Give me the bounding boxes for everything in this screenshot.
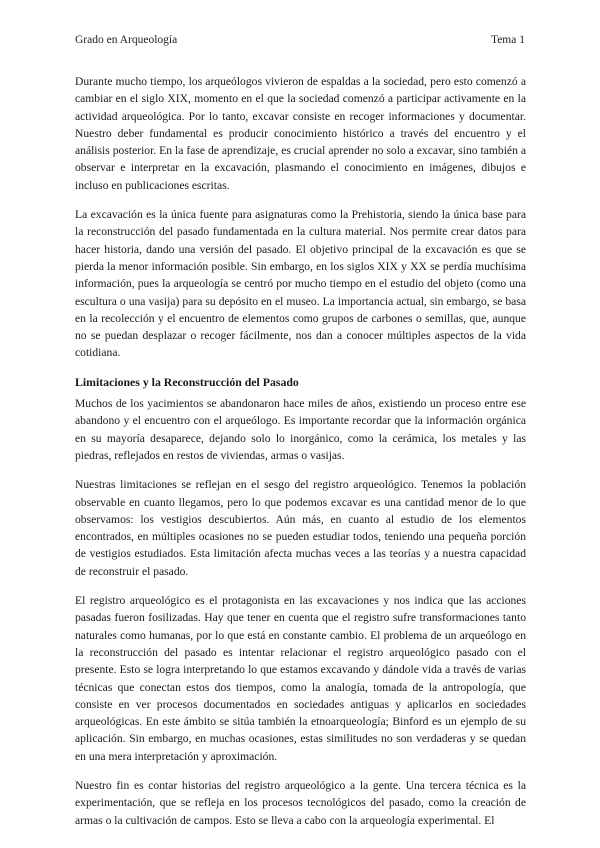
header-course-title: Grado en Arqueología bbox=[75, 34, 178, 46]
section-heading: Limitaciones y la Reconstrucción del Pasado bbox=[75, 374, 299, 389]
body-paragraph: Muchos de los yacimientos se abandonaron hace miles de años, existiendo un proceso entre ese abandono y el encuentro con el arqueólogo. Es importante recordar que la información orgánica en su mayoría desaparece, dejando solo lo inorgánico, como la cerámica, los metales y las piedras, reflejados en restos de viviendas, armas o vasijas. bbox=[75, 397, 526, 462]
header-topic-number: Tema 1 bbox=[490, 34, 525, 46]
page-header bbox=[75, 34, 525, 46]
body-paragraph: El registro arqueológico es el protagonista en las excavaciones y nos indica que las acciones pasadas fueron fosilizadas. Hay que tener en cuenta que el registro sufre transformaciones tanto naturales como humanas, por lo que está en constante cambio. El problema de un arqueólogo en la reconstrucción del pasado es intentar relacionar el registro arqueológico pasado con el presente. Esto se logra interpretando lo que estamos excavando y dándole vida a través de varias técnicas que conectan estos dos tiempos, como la analogía, tomada de la antropología, que consiste en ver procesos documentados en sociedades antiguas y aplicarlos en sociedades arqueológicas. En este ámbito se sitúa también la etnoarqueología; Binford es un ejemplo de su aplicación. Sin embargo, en muchas ocasiones, estas similitudes no son verdaderas y se quedan en una mera interpretación y aproximación. bbox=[75, 594, 526, 763]
body-paragraph: Nuestras limitaciones se reflejan en el sesgo del registro arqueológico. Tenemos la población observable en cuanto llegamos, pero lo que podemos excavar es una cantidad menor de lo que observamos: los vestigios descubiertos. Aún más, en cuanto al estudio de los elementos encontrados, en múltiples ocasiones no se pueden estudiar todos, teniendo una pequeña porción de vestigios estudiados. Esta limitación afecta muchas veces a las teorías y a nuestra capacidad de reconstruir el pasado. bbox=[75, 478, 526, 578]
body-paragraph: Durante mucho tiempo, los arqueólogos vivieron de espaldas a la sociedad, pero esto comenzó a cambiar en el siglo XIX, momento en el que la sociedad comenzó a participar activamente en la actividad arqueológica. Por lo tanto, excavar consiste en recoger informaciones y documentar. Nuestro deber fundamental es producir conocimiento histórico a través del encuentro y el análisis posterior. En la fase de aprendizaje, es crucial aprender no solo a excavar, sino también a observar e interpretar en la excavación, plasmando el conocimiento en imágenes, dibujos e incluso en publicaciones escritas. bbox=[75, 75, 526, 192]
document-body bbox=[75, 73, 526, 841]
body-paragraph: Nuestro fin es contar historias del registro arqueológico a la gente. Una tercera técnica es la experimentación, que se refleja en los procesos tecnológicos del pasado, como la creación de armas o la cultivación de campos. Esto se lleva a cabo con la arqueología experimental. El bbox=[75, 778, 526, 827]
body-paragraph: La excavación es la única fuente para asignaturas como la Prehistoria, siendo la única base para la reconstrucción del pasado fundamentada en la cultura material. Nos permite crear datos para hacer historia, dando una versión del pasado. El objetivo principal de la excavación es que se pierda la menor información posible. Sin embargo, en los siglos XIX y XX se perdía muchísima información, pues la arqueología se centró por mucho tiempo en el estudio del objeto (como una escultura o una vasija) para su depósito en el museo. La importancia actual, sin embargo, se basa en la recolección y el encuentro de elementos como grupos de carbones o semillas, que, aunque no se puedan desplazar o recoger fácilmente, nos dan a conocer múltiples aspectos de la vida cotidiana. bbox=[75, 208, 526, 360]
